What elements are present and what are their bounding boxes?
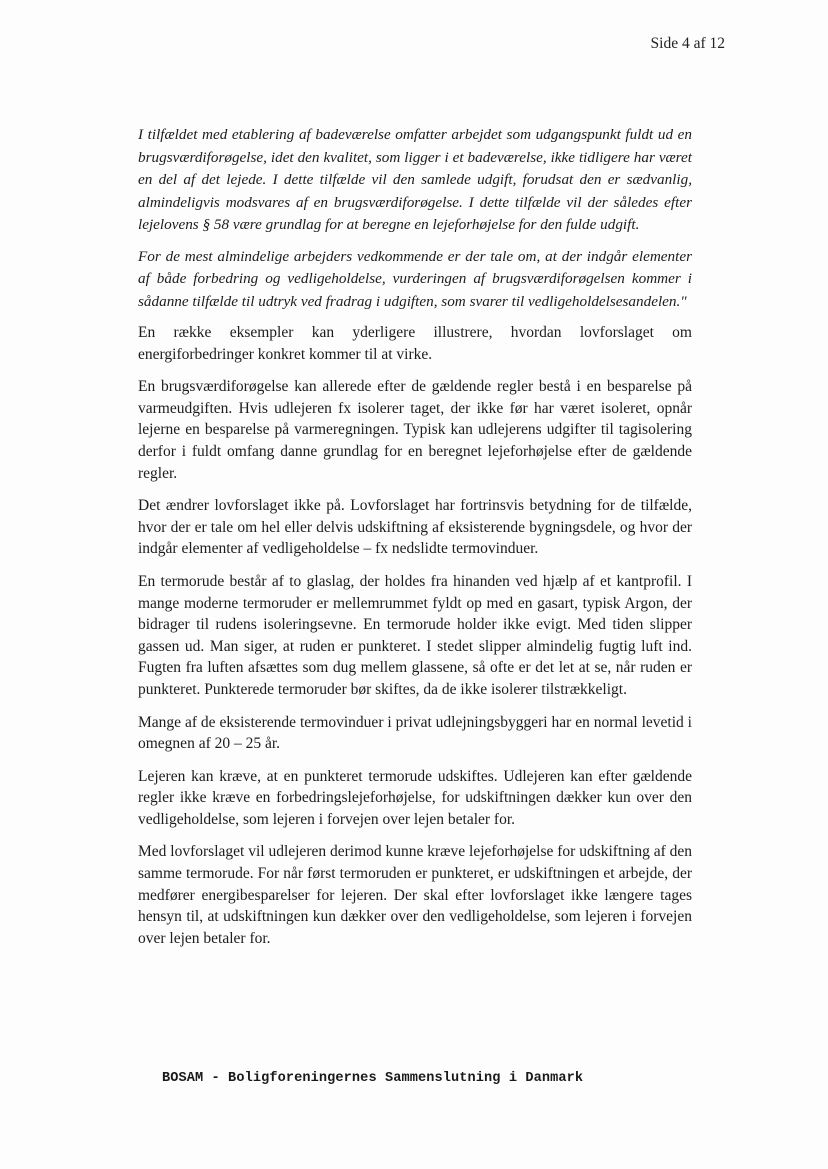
- body-paragraph: En række eksempler kan yderligere illustrere, hvordan lovforslaget om energiforbedringer konkret kommer til at virke.: [138, 324, 692, 363]
- body-paragraph: En brugsværdiforøgelse kan allerede efter de gældende regler bestå i en besparelse på varmeudgiften. Hvis udlejeren fx isolerer taget, der ikke før har været isoleret, opnår lejerne en besparelse på varmeregningen. Typisk kan udlejerens udgifter til tagisolering derfor i fuldt omfang danne grundlag for en beregnet lejeforhøjelse efter de gældende regler.: [138, 378, 692, 482]
- page-footer: BOSAM - Boligforeningernes Sammenslutning i Danmark: [162, 1071, 584, 1086]
- body-paragraph: Det ændrer lovforslaget ikke på. Lovforslaget har fortrinsvis betydning for de tilfælde, hvor der er tale om hel eller delvis udskiftning af eksisterende bygningsdele, og hvor der indgår elementer af vedligeholdelse – fx nedslidte termovinduer.: [138, 497, 692, 558]
- quoted-passage: [138, 124, 692, 313]
- body-paragraph: Lejeren kan kræve, at en punkteret termorude udskiftes. Udlejeren kan efter gældende regler ikke kræve en forbedringslejeforhøjelse, for udskiftningen dækker kun over den vedligeholdelse, som lejeren i forvejen over lejen betaler for.: [138, 767, 692, 828]
- body-text: [138, 124, 692, 960]
- body-paragraph: En termorude består af to glaslag, der holdes fra hinanden ved hjælp af et kantprofil. I mange moderne termoruder er mellemrummet fyldt op med en gasart, typisk Argon, der bidrager til rudens isoleringsevne. En termorude holder ikke evigt. Med tiden slipper gassen ud. Man siger, at ruden er punkteret. I stedet slipper almindelig fugtig luft ind. Fugten fra luften afsættes som dug mellem glassene, så ofte er det let at se, når ruden er punkteret. Punkterede termoruder bør skiftes, da de ikke isolerer tilstrækkeligt.: [138, 572, 692, 698]
- body-paragraph: Med lovforslaget vil udlejeren derimod kunne kræve lejeforhøjelse for udskiftning af den samme termorude. For når først termoruden er punkteret, er udskiftningen et arbejde, der medfører energibesparelser for lejeren. Der skal efter lovforslaget ikke længere tages hensyn til, at udskiftningen kun dækker over den vedligeholdelse, som lejeren i forvejen over lejen betaler for.: [138, 843, 692, 947]
- page-number: Side 4 af 12: [650, 35, 725, 52]
- quote-paragraph: For de mest almindelige arbejders vedkommende er der tale om, at der indgår elementer af både forbedring og vedligeholdelse, vurderingen af brugsværdiforøgelsen kommer i sådanne tilfælde til udtryk ved fradrag i udgiften, som svarer til vedligeholdelsesandelen.": [138, 247, 692, 310]
- quote-paragraph: I tilfældet med etablering af badeværelse omfatter arbejdet som udgangspunkt fuldt ud en brugsværdiforøgelse, idet den kvalitet, som ligger i et badeværelse, ikke tidligere har været en del af det lejede. I dette tilfælde vil den samlede udgift, forudsat den er sædvanlig, almindeligvis modsvares af en brugsværdiforøgelse. I dette tilfælde vil der således efter lejelovens § 58 være grundlag for at beregne en lejeforhøjelse for den fulde udgift.: [138, 126, 692, 233]
- body-paragraph: Mange af de eksisterende termovinduer i privat udlejningsbyggeri har en normal levetid i omegnen af 20 – 25 år.: [138, 713, 692, 753]
